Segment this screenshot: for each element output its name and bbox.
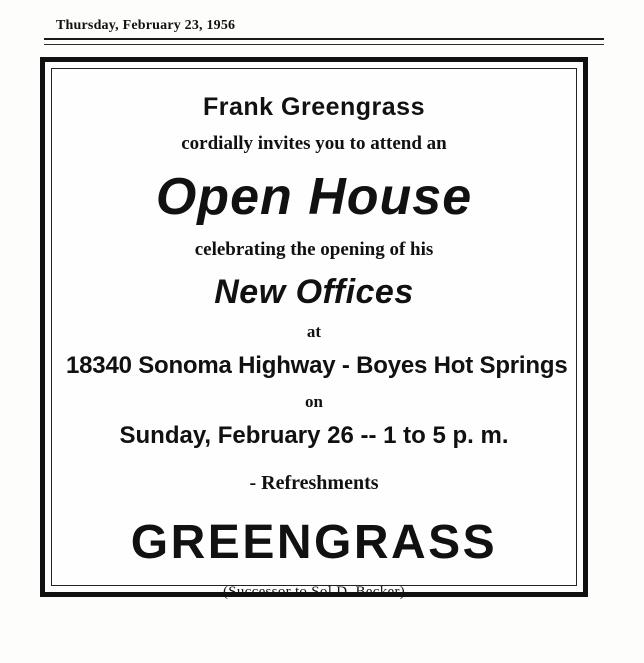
refreshments-note: - Refreshments <box>249 472 379 494</box>
issue-datestamp: Thursday, February 23, 1956 <box>56 18 236 33</box>
advertisement-content <box>51 68 577 600</box>
celebrating-line: celebrating the opening of his <box>194 239 434 260</box>
brand-name: GREENGRASS <box>130 516 498 569</box>
advertiser-name: Frank Greengrass <box>203 93 425 121</box>
on-label: on <box>305 392 323 411</box>
advertisement-box <box>40 57 588 600</box>
address-line: 18340 Sonoma Highway - Boyes Hot Springs <box>66 352 568 379</box>
event-datetime: Sunday, February 26 -- 1 to 5 p. m. <box>119 422 509 449</box>
header-rule-thick <box>44 38 604 40</box>
subject-new-offices: New Offices <box>214 273 414 311</box>
header-rule-thin <box>44 44 604 45</box>
headline-open-house: Open House <box>155 168 473 226</box>
invitation-line: cordially invites you to attend an <box>181 133 447 154</box>
at-label: at <box>306 322 322 341</box>
successor-note: (Successor to Sol D. Becker) <box>222 584 406 600</box>
